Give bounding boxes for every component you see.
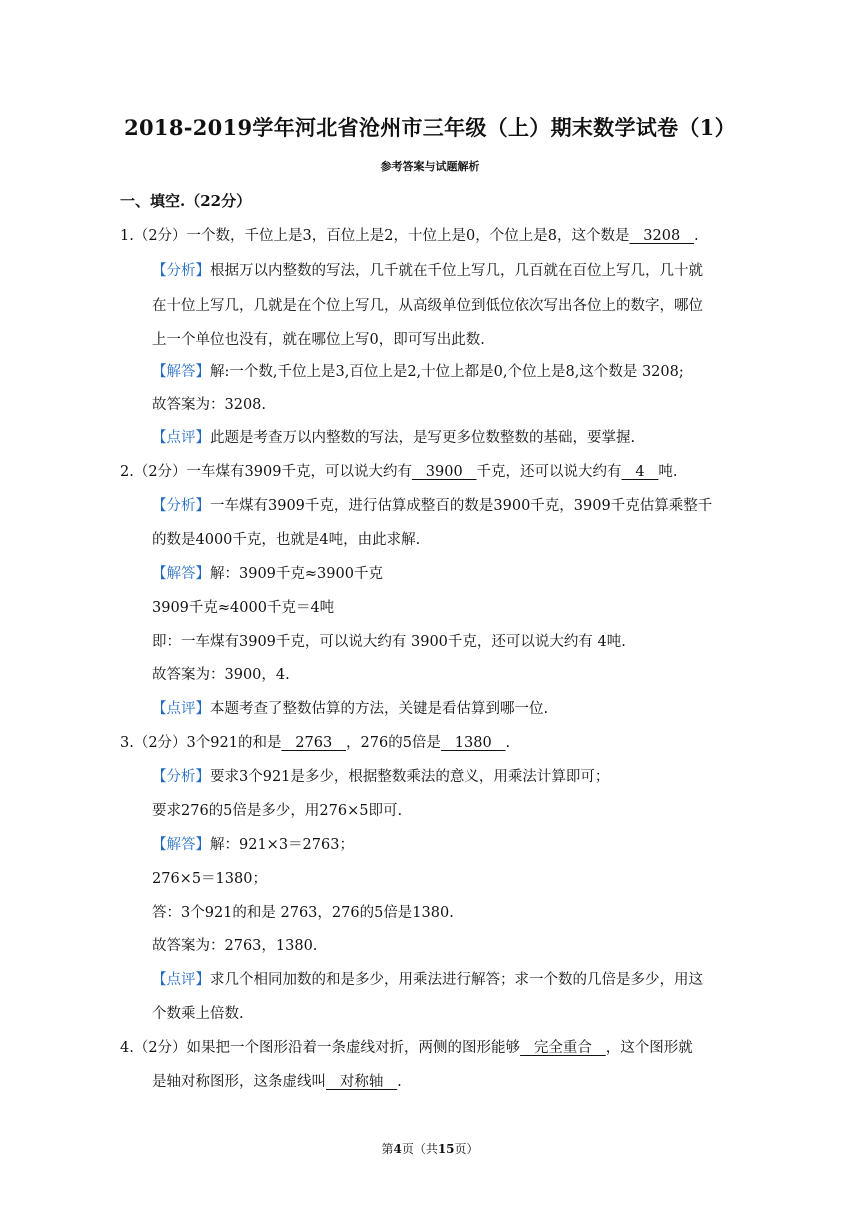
question-1-solution: 【解答】解:一个数,千位上是3,百位上是2,十位上都是0,个位上是8,这个数是 3208; [152, 364, 684, 380]
answer-blank: 对称轴 [326, 1074, 398, 1090]
page-title: 2018-2019学年河北省沧州市三年级（上）期末数学试卷（1） [124, 115, 736, 140]
question-3-stem: 3.（2分）3个921的和是 2763 ，276的5倍是 1380 . [120, 735, 511, 751]
section-heading: 一、填空.（22分） [120, 192, 252, 210]
question-4-stem-cont: 是轴对称图形，这条虚线叫 对称轴 . [152, 1074, 402, 1090]
question-3-comment: 【点评】求几个相同加数的和是多少，用乘法进行解答；求一个数的几倍是多少，用这 [152, 972, 703, 988]
solution-tag: 【解答】 [152, 364, 210, 380]
page-total: 15 [437, 1142, 455, 1156]
analysis-tag: 【分析】 [152, 263, 210, 279]
answer-blank: 完全重合 [520, 1040, 606, 1056]
question-1-comment: 【点评】此题是考查万以内整数的写法，是写更多位数整数的基础，要掌握. [152, 430, 636, 446]
analysis-tag: 【分析】 [152, 769, 210, 785]
solution-line: 3909千克≈4000千克＝4吨 [152, 600, 335, 616]
question-2-analysis: 【分析】一车煤有3909千克，进行估算成整百的数是3900千克，3909千克估算乘整千 [152, 498, 713, 514]
solution-line: 故答案为：3208. [152, 397, 267, 413]
solution-tag: 【解答】 [152, 566, 210, 582]
question-1-analysis: 【分析】根据万以内整数的写法，几千就在千位上写几，几百就在百位上写几，几十就 [152, 263, 703, 279]
answer-blank: 3208 [629, 228, 695, 244]
page-footer: 第4页（共15页） [381, 1142, 479, 1156]
question-3-analysis: 【分析】要求3个921是多少，根据整数乘法的意义，用乘法计算即可； [152, 769, 610, 785]
question-2-comment: 【点评】本题考查了整数估算的方法，关键是看估算到哪一位. [152, 701, 549, 717]
question-2-stem: 2.（2分）一车煤有3909千克，可以说大约有 3900 千克，还可以说大约有 4 吨. [120, 464, 678, 480]
comment-tag: 【点评】 [152, 701, 210, 717]
question-4-stem: 4.（2分）如果把一个图形沿着一条虚线对折，两侧的图形能够 完全重合 ，这个图形就 [120, 1040, 693, 1056]
analysis-line: 上一个单位也没有，就在哪位上写0，即可写出此数. [152, 332, 485, 348]
analysis-line: 在十位上写几，几就是在个位上写几，从高级单位到低位依次写出各位上的数字，哪位 [152, 298, 703, 314]
solution-line: 故答案为：3900，4. [152, 667, 290, 683]
question-3-solution: 【解答】解：921×3＝2763； [152, 837, 354, 853]
comment-tag: 【点评】 [152, 430, 210, 446]
analysis-line: 要求276的5倍是多少，用276×5即可. [152, 803, 403, 819]
comment-tag: 【点评】 [152, 972, 210, 988]
solution-line: 即：一车煤有3909千克，可以说大约有 3900千克，还可以说大约有 4吨. [152, 634, 626, 650]
page-subtitle: 参考答案与试题解析 [380, 160, 480, 173]
analysis-tag: 【分析】 [152, 498, 210, 514]
answer-blank: 3900 [411, 464, 477, 480]
answer-blank: 4 [621, 464, 659, 480]
solution-tag: 【解答】 [152, 837, 210, 853]
solution-line: 答：3个921的和是 2763，276的5倍是1380. [152, 905, 454, 921]
comment-line: 个数乘上倍数. [152, 1006, 244, 1022]
answer-blank: 2763 [281, 735, 347, 751]
analysis-line: 的数是4000千克，也就是4吨，由此求解. [152, 532, 421, 548]
question-1-stem: 1.（2分）一个数，千位上是3，百位上是2，十位上是0，个位上是8，这个数是 3208 . [120, 228, 699, 244]
solution-line: 故答案为：2763，1380. [152, 938, 318, 954]
question-2-solution: 【解答】解：3909千克≈3900千克 [152, 566, 383, 582]
page-number: 4 [393, 1142, 402, 1156]
answer-blank: 1380 [440, 735, 506, 751]
solution-line: 276×5＝1380； [152, 871, 267, 887]
